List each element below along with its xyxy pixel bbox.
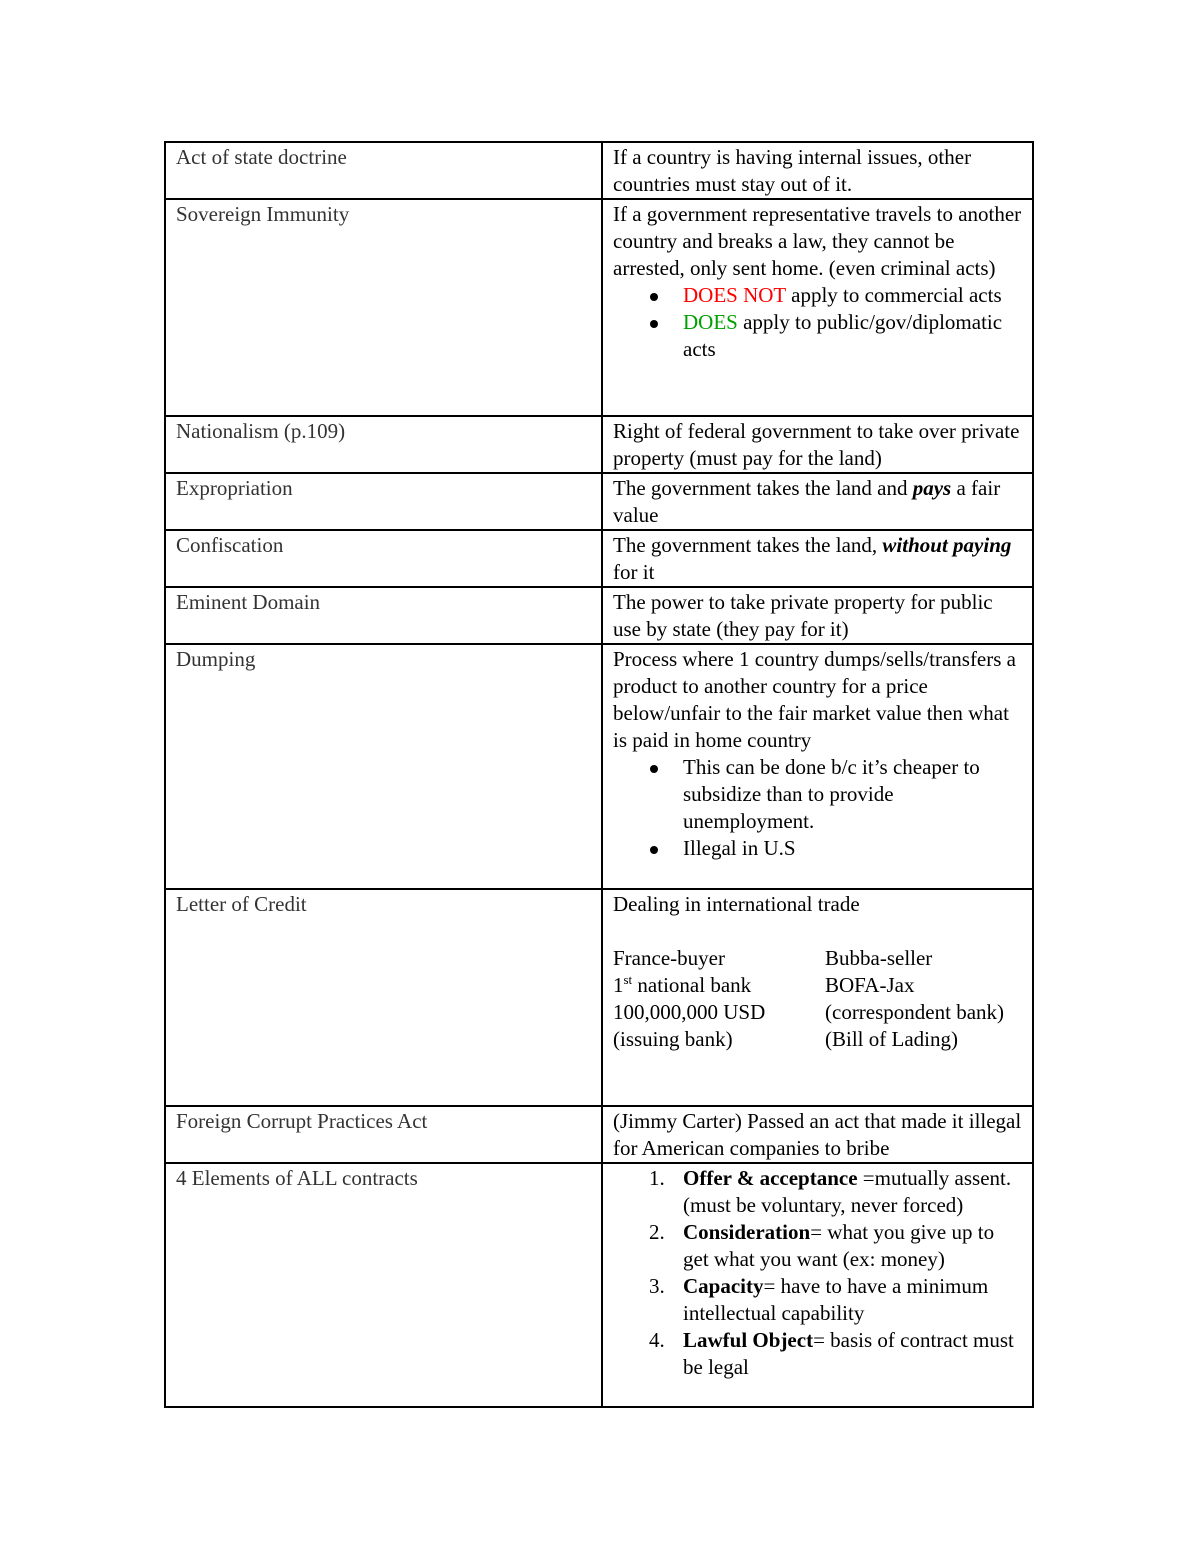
bullet-list xyxy=(613,754,1022,862)
correspondent-bank-label: (correspondent bank) xyxy=(825,1000,1005,1024)
table-row xyxy=(165,1163,1033,1407)
term-label: Dumping xyxy=(176,647,256,671)
does-not-label: DOES NOT xyxy=(683,283,786,307)
list-item: This can be done b/c it’s cheaper to subsidize than to provide unemployment. xyxy=(683,754,1022,835)
table-row xyxy=(165,199,1033,416)
definition-text: (Jimmy Carter) Passed an act that made it illegal for American companies to bribe xyxy=(613,1109,1022,1160)
term-cell xyxy=(165,142,602,199)
list-item xyxy=(683,282,1022,309)
definition-cell xyxy=(602,530,1033,587)
term-label: 4 Elements of ALL contracts xyxy=(176,1166,418,1190)
emphasis-text: pays xyxy=(912,476,952,500)
amount-label: 100,000,000 USD xyxy=(613,1000,766,1024)
term-label: Sovereign Immunity xyxy=(176,202,350,226)
term-label: Expropriation xyxy=(176,476,293,500)
does-label: DOES xyxy=(683,310,738,334)
term-label: Nationalism (p.109) xyxy=(176,419,346,443)
term-label: Confiscation xyxy=(176,533,284,557)
term-label: Letter of Credit xyxy=(176,892,307,916)
definition-text: The power to take private property for public use by state (they pay for it) xyxy=(613,590,993,641)
definition-cell xyxy=(602,644,1033,889)
term-cell xyxy=(165,889,602,1106)
table-row xyxy=(165,416,1033,473)
definition-text: The government takes the land and xyxy=(613,476,913,500)
list-item: 1. Offer & acceptance =mutually assent. (must be voluntary, never forced) xyxy=(649,1166,1012,1217)
buyer-label: France-buyer xyxy=(613,946,725,970)
table-row xyxy=(165,473,1033,530)
list-item xyxy=(683,309,1022,363)
bill-of-lading-label: (Bill of Lading) xyxy=(825,1027,958,1051)
definition-text: Dealing in international trade xyxy=(613,892,860,916)
definition-text: a fair value xyxy=(613,476,1001,527)
term-label: Act of state doctrine xyxy=(176,145,347,169)
definition-cell xyxy=(602,889,1033,1106)
buyer-bank: 1st national bank xyxy=(613,972,752,997)
letter-of-credit-parties xyxy=(613,945,1022,1053)
seller-bank: BOFA-Jax xyxy=(825,973,915,997)
definition-cell xyxy=(602,587,1033,644)
bullet-list xyxy=(613,282,1022,363)
term-cell xyxy=(165,530,602,587)
term-cell xyxy=(165,1163,602,1407)
definition-cell xyxy=(602,473,1033,530)
term-cell xyxy=(165,587,602,644)
definition-text: If a country is having internal issues, other countries must stay out of it. xyxy=(613,145,972,196)
table-row xyxy=(165,530,1033,587)
term-cell xyxy=(165,473,602,530)
table-row xyxy=(165,889,1033,1106)
bullet-text: apply to public/gov/diplomatic acts xyxy=(683,310,1003,361)
definition-text: Right of federal government to take over private property (must pay for the land) xyxy=(613,419,1020,470)
definition-text: for it xyxy=(613,560,655,584)
definition-text: The government takes the land, xyxy=(613,533,883,557)
term-label: Foreign Corrupt Practices Act xyxy=(176,1109,428,1133)
term-cell xyxy=(165,199,602,416)
seller-label: Bubba-seller xyxy=(825,946,933,970)
numbered-list xyxy=(613,1165,1022,1381)
term-cell xyxy=(165,416,602,473)
list-item: Illegal in U.S xyxy=(683,835,1022,862)
table-row xyxy=(165,587,1033,644)
list-item: 3. Capacity= have to have a minimum intellectual capability xyxy=(649,1274,989,1325)
table-row xyxy=(165,1106,1033,1163)
notes-table xyxy=(164,141,1034,1408)
issuing-bank-label: (issuing bank) xyxy=(613,1027,733,1051)
definition-cell xyxy=(602,416,1033,473)
list-item: 2. Consideration= what you give up to get what you want (ex: money) xyxy=(649,1220,995,1271)
list-item: 4. Lawful Object= basis of contract must be legal xyxy=(649,1328,1014,1379)
definition-text: Process where 1 country dumps/sells/transfers a product to another country for a price below/unfair to the fair market value then what is paid in home country xyxy=(613,647,1016,752)
emphasis-text: without paying xyxy=(882,533,1012,557)
seller-column xyxy=(825,945,1022,1053)
table-row xyxy=(165,142,1033,199)
term-cell xyxy=(165,644,602,889)
buyer-column xyxy=(613,945,825,1053)
definition-cell xyxy=(602,1106,1033,1163)
term-label: Eminent Domain xyxy=(176,590,321,614)
term-cell xyxy=(165,1106,602,1163)
definition-cell xyxy=(602,142,1033,199)
definition-cell xyxy=(602,199,1033,416)
definition-cell xyxy=(602,1163,1033,1407)
definition-text: If a government representative travels to another country and breaks a law, they cannot be arrested, only sent home. (even criminal acts) xyxy=(613,202,1022,280)
bullet-text: apply to commercial acts xyxy=(785,283,1002,307)
table-row xyxy=(165,644,1033,889)
